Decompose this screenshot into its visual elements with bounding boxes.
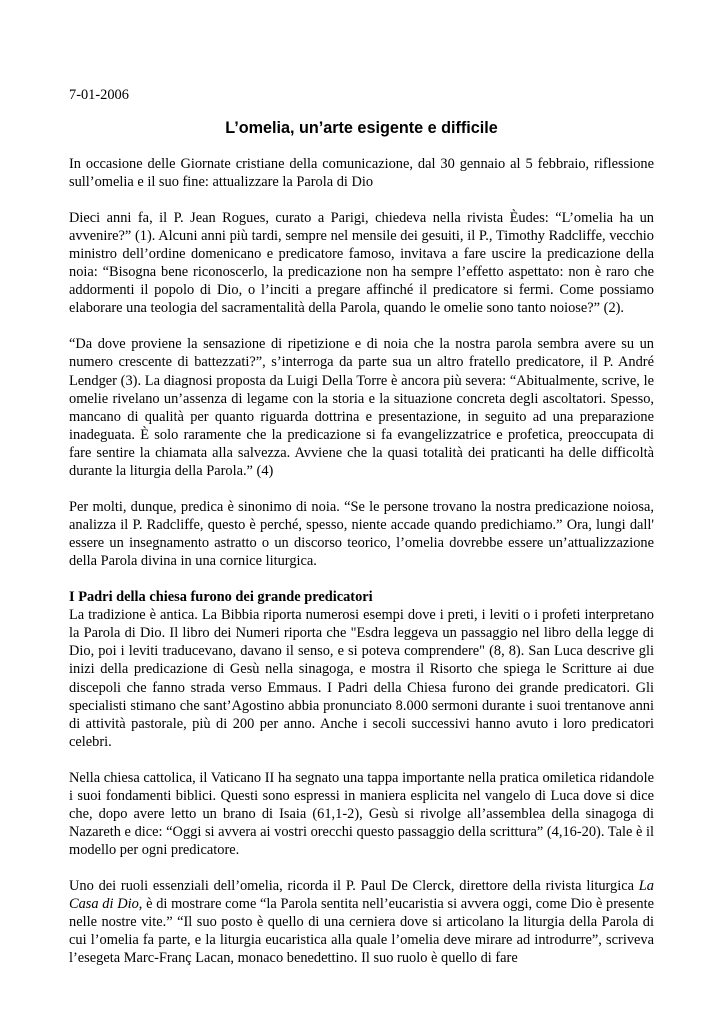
- body-paragraph-rogues: Dieci anni fa, il P. Jean Rogues, curato a Parigi, chiedeva nella rivista Èudes: “L’omelia ha un avvenire?” (1). Alcuni anni più tardi, sempre nel mensile dei gesuiti, il P., Timothy Radcliffe, vecchio ministro dell’ordine domenicano e predicatore famoso, invitava a fare uscire la predicazione della noia: “Bisogna bene riconoscerlo, la predicazione non ha sempre l’effetto aspettato: non è raro che addormenti il popolo di Dio, o l’inciti a pregare affinché il predicatore si fermi. Come possiamo elaborare una teologia del sacramentalità della Parola, quando le omelie sono tanto noiose?” (2).: [69, 209, 654, 317]
- section-paragraph-declerck: [69, 877, 654, 967]
- section-paragraph-vaticano: Nella chiesa cattolica, il Vaticano II ha segnato una tappa importante nella pratica omiletica ridandole i suoi fondamenti biblici. Questi sono espressi in maniera esplicita nel vangelo di Luca dove si dice che, dopo avere letto un brano di Isaia (61,1-2), Gesù si rivolge all’assemblea della sinagoga di Nazareth e dice: “Oggi si avvera ai vostri orecchi questo passaggio della scrittura” (4,16-20). Tale è il modello per ogni predicatore.: [69, 769, 654, 859]
- body-paragraph-lendger: “Da dove proviene la sensazione di ripetizione e di noia che la nostra parola sembra avere su un numero crescente di battezzati?”, s’interroga da parte sua un altro fratello predicatore, il P. André Lendger (3). La diagnosi proposta da Luigi Della Torre è ancora più severa: “Abitualmente, scrive, le omelie rivelano un’assenza di legame con la storia e la situazione concreta degli ascoltatori. Spesso, mancano di qualità per quanto riguarda dottrina e presentazione, in seguito ad una preparazione inadeguata. È solo raramente che la predicazione si fa evangelizzatrice e profetica, preoccupata di fare sentire la chiamata alla salvezza. Avviene che la quasi totalità dei praticanti ha delle difficoltà durante la liturgia della Parola.” (4): [69, 336, 654, 479]
- section-heading: I Padri della chiesa furono dei grande predicatori: [69, 589, 373, 606]
- journal-title: La Casa di Dio: [69, 877, 654, 913]
- intro-paragraph: In occasione delle Giornate cristiane della comunicazione, dal 30 gennaio al 5 febbraio, riflessione sull’omelia e il suo fine: attualizzare la Parola di Dio: [69, 156, 654, 191]
- text-run: , è di mostrare come “la Parola sentita nell’eucaristia si avvera oggi, come Dio è presente nelle nostre vite.” “Il suo posto è quello di una cerniera dove si articolano la liturgia della Parola di cui l’omelia fa parte, e la liturgia eucaristica alla quale l’omelia deve mirare ad introdurre”, scriveva l’esegeta Marc-Franç Lacan, monaco benedettino. Il suo ruolo è quello di fare: [69, 896, 654, 967]
- document-page: [69, 86, 654, 967]
- document-title: L’omelia, un’arte esigente e difficile: [225, 119, 498, 137]
- document-date: 7-01-2006: [69, 87, 129, 103]
- body-paragraph-noia: Per molti, dunque, predica è sinonimo di noia. “Se le persone trovano la nostra predicazione noiosa, analizza il P. Radcliffe, questo è perché, spesso, niente accade quando predichiamo.” Ora, lungi dall' essere un insegnamento astratto o un discorso teorico, l’omelia dovrebbe essere un’attualizzazione della Parola divina in una cornice liturgica.: [69, 498, 654, 570]
- text-run: Uno dei ruoli essenziali dell’omelia, ricorda il P. Paul De Clerck, direttore della rivista liturgica: [69, 877, 639, 894]
- section-paragraph-tradizione: La tradizione è antica. La Bibbia riporta numerosi esempi dove i preti, i leviti o i profeti interpretano la Parola di Dio. Il libro dei Numeri riporta che "Esdra leggeva un passaggio nel libro della legge di Dio, poi i leviti traducevano, davano il senso, e si poteva comprendere" (8, 8). San Luca descrive gli inizi della predicazione di Gesù nella sinagoga, e mostra il Risorto che spiega le Scritture ai due discepoli che fanno strada verso Emmaus. I Padri della Chiesa furono dei grande predicatori. Gli specialisti stimano che sant’Agostino abbia pronunciato 8.000 sermoni durante i suoi trentanove anni di attività pastorale, più di 200 per anno. Anche i secoli successivi hanno avuto i loro predicatori celebri.: [69, 607, 654, 750]
